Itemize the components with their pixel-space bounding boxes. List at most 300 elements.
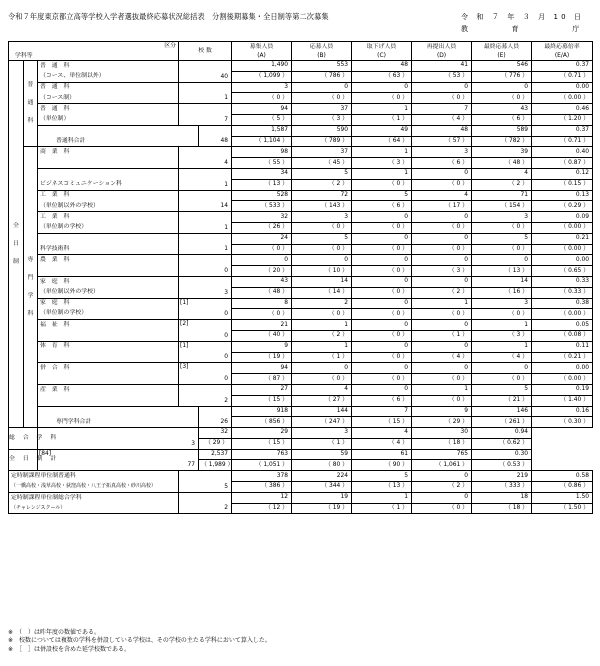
table-row	[9, 255, 593, 266]
table-row	[9, 309, 593, 320]
school-count: 1	[199, 82, 232, 104]
course-subname	[38, 374, 179, 385]
value-cell: （ 48 ）	[472, 158, 532, 169]
value-cell: （ 26 ）	[232, 222, 292, 233]
school-bracket: [2]	[179, 320, 199, 342]
value-cell: 94	[232, 104, 292, 115]
table-row	[9, 471, 593, 482]
table-row	[9, 428, 593, 439]
course-name: 商 業 科	[38, 147, 179, 158]
value-cell: （ 0 ）	[352, 374, 412, 385]
row-name: 全 日 制 計	[9, 449, 38, 471]
value-cell: 0	[472, 255, 532, 266]
table-row	[9, 244, 593, 255]
value-cell: （ 0.08 ）	[532, 330, 593, 341]
value-cell: 0	[352, 255, 412, 266]
value-cell: （ 1.50 ）	[532, 503, 593, 514]
value-cell: 3	[472, 298, 532, 309]
value-cell: （ 143 ）	[292, 201, 352, 212]
table-row	[9, 222, 593, 233]
value-cell: 1	[472, 341, 532, 352]
course-name: 普 通 科	[38, 82, 179, 93]
table-row	[9, 276, 593, 287]
value-cell: （ 0 ）	[352, 222, 412, 233]
value-cell: 32	[199, 428, 232, 439]
value-cell: （ 0.00 ）	[532, 244, 593, 255]
table-row	[9, 363, 593, 374]
value-cell: 24	[232, 233, 292, 244]
value-cell: 0	[352, 233, 412, 244]
course-name: 産 業 科	[38, 384, 179, 395]
course-subname: （単位制以外の学校）	[38, 201, 179, 212]
value-cell: （ 333 ）	[472, 482, 532, 493]
table-row	[9, 374, 593, 385]
issuer: 教 育 庁	[461, 25, 583, 33]
value-cell: （ 18 ）	[412, 438, 472, 449]
value-cell: （ 1.40 ）	[532, 395, 593, 406]
value-cell: （ 3 ）	[472, 330, 532, 341]
value-cell: 765	[412, 449, 472, 460]
value-cell: 61	[352, 449, 412, 460]
value-cell: 0	[412, 255, 472, 266]
value-cell: （ 0.71 ）	[532, 136, 593, 147]
value-cell: 0	[412, 363, 472, 374]
value-cell: （ 40 ）	[232, 330, 292, 341]
value-cell: 1.50	[532, 492, 593, 503]
value-cell: （ 0.87 ）	[532, 158, 593, 169]
value-cell: （ 0.65 ）	[532, 266, 593, 277]
value-cell: 0	[352, 384, 412, 395]
value-cell: （ 6 ）	[352, 201, 412, 212]
value-cell: （ 1.20 ）	[532, 114, 593, 125]
value-cell: 0	[352, 363, 412, 374]
value-cell: （ 776 ）	[472, 71, 532, 82]
value-cell: 0.38	[532, 298, 593, 309]
value-cell: （ 6 ）	[412, 158, 472, 169]
header-row-1	[9, 42, 593, 52]
school-bracket	[38, 428, 179, 450]
course-subname: （一橋高校・浅草高校・荻窪高校・八王子拓真高校・砂川高校）	[9, 482, 179, 493]
value-cell: 3	[412, 147, 472, 158]
school-bracket	[179, 147, 199, 169]
value-cell: 0	[292, 82, 352, 93]
table-row	[9, 449, 593, 460]
value-cell: 0	[352, 276, 412, 287]
course-subname	[38, 395, 179, 406]
value-cell: 224	[292, 471, 352, 482]
value-cell: （ 19 ）	[292, 503, 352, 514]
value-cell: 0	[412, 341, 472, 352]
value-cell: （ 2 ）	[292, 330, 352, 341]
value-cell: 49	[352, 125, 412, 136]
issue-date: 令 和 ７ 年 ３ 月 10 日	[461, 13, 585, 21]
school-count: 7	[199, 104, 232, 126]
value-cell: 0	[232, 255, 292, 266]
value-cell: （ 0.00 ）	[532, 309, 593, 320]
value-cell: 590	[292, 125, 352, 136]
value-cell: （ 0 ）	[352, 309, 412, 320]
value-cell: 0.94	[472, 428, 532, 439]
course-name: 定時制課程単位制普通科	[9, 471, 179, 482]
school-bracket	[179, 104, 199, 126]
value-cell: （ 0 ）	[292, 93, 352, 104]
value-cell: （ 18 ）	[472, 503, 532, 514]
value-cell: 98	[232, 147, 292, 158]
value-cell: （ 786 ）	[292, 71, 352, 82]
value-cell: （ 4 ）	[412, 114, 472, 125]
value-cell: 1	[292, 341, 352, 352]
value-cell: （ 0 ）	[352, 93, 412, 104]
value-cell: （ 3 ）	[352, 158, 412, 169]
senmon-label: 専 門 学 科	[24, 147, 38, 428]
school-count: 26	[199, 406, 232, 428]
table-row	[9, 61, 593, 72]
value-cell: 1	[352, 492, 412, 503]
value-cell: （ 0 ）	[352, 352, 412, 363]
value-cell: （ 0.29 ）	[532, 201, 593, 212]
value-cell: 0.12	[532, 168, 593, 179]
value-cell: （ 0 ）	[412, 374, 472, 385]
value-cell: （ 0.86 ）	[532, 482, 593, 493]
table-row	[9, 179, 593, 190]
table-row	[9, 201, 593, 212]
value-cell: 0	[352, 341, 412, 352]
note-2: ※ 校数については複数の学科を併設している学校は、その学校の主たる学科において算入した。	[8, 637, 271, 645]
value-cell: 3	[232, 82, 292, 93]
course-subname: （単位制以外の学校）	[38, 287, 179, 298]
school-count: 0	[199, 363, 232, 385]
value-cell: （ 17 ）	[412, 201, 472, 212]
value-cell: 0	[412, 471, 472, 482]
value-cell: （ 21 ）	[472, 395, 532, 406]
value-cell: 3	[292, 428, 352, 439]
value-cell: （ 0 ）	[472, 374, 532, 385]
school-bracket	[179, 212, 199, 234]
value-cell: 29	[232, 428, 292, 439]
value-cell: 59	[292, 449, 352, 460]
header-cell: (C)	[352, 51, 412, 61]
course-name: 農 業 科	[38, 255, 179, 266]
value-cell: 1	[352, 147, 412, 158]
value-cell: （ 0 ）	[352, 330, 412, 341]
value-cell: （ 0 ）	[292, 309, 352, 320]
value-cell: （ 1,061 ）	[412, 460, 472, 471]
table-row	[9, 125, 593, 136]
course-name: 家 庭 科	[38, 276, 179, 287]
table-row	[9, 298, 593, 309]
school-bracket	[179, 82, 199, 104]
course-name: 普 通 科	[38, 104, 179, 115]
school-count: 5	[199, 471, 232, 493]
value-cell: （ 4 ）	[412, 352, 472, 363]
value-cell: 71	[472, 190, 532, 201]
value-cell: （ 0 ）	[352, 179, 412, 190]
course-name	[38, 168, 179, 179]
subtotal-name: 専門学科合計	[38, 406, 199, 428]
value-cell: 378	[232, 471, 292, 482]
value-cell: 5	[472, 233, 532, 244]
value-cell: （ 1 ）	[292, 352, 352, 363]
value-cell: 5	[292, 168, 352, 179]
value-cell: 0.05	[532, 320, 593, 331]
value-cell: 0	[292, 255, 352, 266]
value-cell: （ 0 ）	[292, 374, 352, 385]
value-cell: 528	[232, 190, 292, 201]
value-cell: 763	[232, 449, 292, 460]
subtotal-name: 普通科合計	[38, 125, 199, 147]
school-bracket	[179, 492, 199, 514]
school-bracket	[179, 61, 199, 83]
value-cell: 41	[412, 61, 472, 72]
value-cell: 0	[412, 320, 472, 331]
school-bracket	[179, 384, 199, 406]
value-cell: 5	[292, 233, 352, 244]
application-summary-table	[8, 41, 593, 514]
value-cell: 3	[292, 212, 352, 223]
header-cell: (B)	[292, 51, 352, 61]
value-cell: （ 0.71 ）	[532, 71, 593, 82]
table-row	[9, 492, 593, 503]
header-cell: (E/A)	[532, 51, 593, 61]
value-cell: （ 0 ）	[292, 244, 352, 255]
value-cell: （ 261 ）	[472, 417, 532, 428]
kubun-header: 区分 学科等	[9, 42, 179, 61]
value-cell: 0	[412, 212, 472, 223]
value-cell: （ 0 ）	[412, 395, 472, 406]
value-cell: 2,537	[199, 449, 232, 460]
value-cell: （ 0.00 ）	[532, 374, 593, 385]
table-row	[9, 71, 593, 82]
value-cell: （ 64 ）	[352, 136, 412, 147]
value-cell: 0.00	[532, 363, 593, 374]
value-cell: 48	[352, 61, 412, 72]
school-count: 0	[199, 298, 232, 320]
value-cell: 0.11	[532, 341, 593, 352]
value-cell: （ 14 ）	[292, 287, 352, 298]
school-count: 48	[199, 125, 232, 147]
note-1: ※ （ ）は昨年度の数値である。	[8, 629, 101, 636]
course-subname: （単位制）	[38, 114, 179, 125]
value-cell: （ 2 ）	[472, 179, 532, 190]
value-cell: 72	[292, 190, 352, 201]
value-cell: （ 6 ）	[472, 114, 532, 125]
table-row	[9, 341, 593, 352]
value-cell: （ 0 ）	[292, 222, 352, 233]
table-row	[9, 384, 593, 395]
value-cell: 0.21	[532, 233, 593, 244]
value-cell: 4	[352, 428, 412, 439]
value-cell: （ 1,989 ）	[199, 460, 232, 471]
value-cell: 4	[412, 190, 472, 201]
value-cell: 9	[232, 341, 292, 352]
value-cell: （ 20 ）	[232, 266, 292, 277]
value-cell: 0	[412, 168, 472, 179]
value-cell: （ 55 ）	[232, 158, 292, 169]
value-cell: （ 0 ）	[472, 244, 532, 255]
table-row	[9, 287, 593, 298]
header-cell: 最終応募人員	[472, 42, 532, 52]
value-cell: 0.16	[532, 406, 593, 417]
school-count: 3	[179, 428, 199, 450]
value-cell: 39	[472, 147, 532, 158]
value-cell: （ 19 ）	[232, 352, 292, 363]
value-cell: （ 0.62 ）	[472, 438, 532, 449]
value-cell: （ 0 ）	[472, 222, 532, 233]
school-count: 0	[199, 320, 232, 342]
value-cell: 0.40	[532, 147, 593, 158]
table-row	[9, 114, 593, 125]
notes	[8, 629, 271, 654]
value-cell: （ 344 ）	[292, 482, 352, 493]
zennichisei-label: 全 日 制	[9, 61, 24, 428]
value-cell: （ 16 ）	[472, 287, 532, 298]
value-cell: （ 782 ）	[472, 136, 532, 147]
value-cell: （ 2 ）	[412, 482, 472, 493]
value-cell: 18	[472, 492, 532, 503]
value-cell: 589	[472, 125, 532, 136]
value-cell: （ 27 ）	[292, 395, 352, 406]
value-cell: （ 0 ）	[472, 93, 532, 104]
value-cell: （ 5 ）	[232, 114, 292, 125]
value-cell: （ 0 ）	[232, 93, 292, 104]
school-bracket: [84]	[38, 449, 179, 471]
value-cell: （ 0 ）	[232, 244, 292, 255]
value-cell: （ 13 ）	[232, 179, 292, 190]
value-cell: （ 0 ）	[412, 244, 472, 255]
value-cell: （ 1 ）	[292, 438, 352, 449]
value-cell: （ 0.33 ）	[532, 287, 593, 298]
header-cell: 再提出人員	[412, 42, 472, 52]
value-cell: （ 533 ）	[232, 201, 292, 212]
value-cell: 0.19	[532, 384, 593, 395]
school-bracket: [1]	[179, 298, 199, 320]
value-cell: （ 12 ）	[232, 503, 292, 514]
header-cell: (E)	[472, 51, 532, 61]
school-count: 4	[199, 147, 232, 169]
table-row	[9, 266, 593, 277]
value-cell: （ 386 ）	[232, 482, 292, 493]
course-subname: （チャレンジスクール）	[9, 503, 179, 514]
value-cell: （ 0 ）	[472, 309, 532, 320]
value-cell: 1	[292, 320, 352, 331]
table-row	[9, 482, 593, 493]
value-cell: （ 15 ）	[232, 395, 292, 406]
value-cell: （ 247 ）	[292, 417, 352, 428]
table-row	[9, 158, 593, 169]
value-cell: 0	[412, 233, 472, 244]
value-cell: 0	[352, 320, 412, 331]
value-cell: （ 0.21 ）	[532, 352, 593, 363]
value-cell: （ 0 ）	[412, 309, 472, 320]
course-name	[38, 233, 179, 244]
value-cell: （ 1,099 ）	[232, 71, 292, 82]
value-cell: 0.58	[532, 471, 593, 482]
note-3: ※ ［ ］は併設校を含めた延学校数である。	[8, 645, 131, 653]
value-cell: 0	[412, 82, 472, 93]
school-bracket	[179, 276, 199, 298]
value-cell: 1	[412, 384, 472, 395]
value-cell: 43	[232, 276, 292, 287]
school-count: 14	[199, 190, 232, 212]
value-cell: 0.00	[532, 255, 593, 266]
value-cell: 2	[292, 298, 352, 309]
value-cell: （ 48 ）	[232, 287, 292, 298]
school-count: 2	[199, 384, 232, 406]
value-cell: （ 0 ）	[412, 222, 472, 233]
school-count: 1	[199, 233, 232, 255]
value-cell: （ 3 ）	[292, 114, 352, 125]
value-cell: 30	[412, 428, 472, 439]
table-row	[9, 93, 593, 104]
value-cell: （ 789 ）	[292, 136, 352, 147]
value-cell: 43	[472, 104, 532, 115]
value-cell: （ 13 ）	[352, 482, 412, 493]
value-cell: 0.13	[532, 190, 593, 201]
value-cell: （ 6 ）	[352, 395, 412, 406]
header-cell: 応募人員	[292, 42, 352, 52]
school-bracket	[179, 471, 199, 493]
value-cell: （ 154 ）	[472, 201, 532, 212]
value-cell: （ 3 ）	[412, 266, 472, 277]
value-cell: （ 10 ）	[292, 266, 352, 277]
value-cell: （ 0.00 ）	[532, 93, 593, 104]
value-cell: 48	[412, 125, 472, 136]
course-name: 家 庭 科	[38, 298, 179, 309]
value-cell: 0	[352, 212, 412, 223]
value-cell: 19	[292, 492, 352, 503]
course-name: 工 業 科	[38, 212, 179, 223]
value-cell: 0.37	[532, 125, 593, 136]
table-row	[9, 190, 593, 201]
value-cell: （ 0.00 ）	[532, 222, 593, 233]
value-cell: 0.37	[532, 61, 593, 72]
school-count: 3	[199, 276, 232, 298]
value-cell: （ 4 ）	[352, 438, 412, 449]
document-title: 令和７年度東京都立高等学校入学者選抜最終応募状況総括表 分割後期募集・全日制等第二次募集	[8, 12, 329, 21]
value-cell: （ 80 ）	[292, 460, 352, 471]
course-name: 定時制課程単位制総合学科	[9, 492, 179, 503]
value-cell: （ 1 ）	[352, 503, 412, 514]
value-cell: 1,490	[232, 61, 292, 72]
value-cell: （ 0 ）	[232, 309, 292, 320]
value-cell: 219	[472, 471, 532, 482]
school-count: 1	[199, 168, 232, 190]
school-count: 2	[199, 492, 232, 514]
value-cell: 8	[232, 298, 292, 309]
header-cell: (A)	[232, 51, 292, 61]
value-cell: 12	[232, 492, 292, 503]
table-row	[9, 395, 593, 406]
course-name: 工 業 科	[38, 190, 179, 201]
value-cell: 4	[472, 168, 532, 179]
value-cell: 7	[352, 406, 412, 417]
value-cell: 144	[292, 406, 352, 417]
value-cell: （ 1,104 ）	[232, 136, 292, 147]
value-cell: （ 1,051 ）	[232, 460, 292, 471]
value-cell: （ 57 ）	[412, 136, 472, 147]
value-cell: （ 4 ）	[472, 352, 532, 363]
value-cell: 0	[352, 82, 412, 93]
value-cell: 0	[472, 363, 532, 374]
value-cell: 27	[232, 384, 292, 395]
table-row	[9, 104, 593, 115]
value-cell: （ 45 ）	[292, 158, 352, 169]
value-cell: （ 29 ）	[199, 438, 232, 449]
value-cell: 0.33	[532, 276, 593, 287]
value-cell: 0	[412, 492, 472, 503]
value-cell: （ 0 ）	[352, 244, 412, 255]
value-cell: 5	[352, 471, 412, 482]
